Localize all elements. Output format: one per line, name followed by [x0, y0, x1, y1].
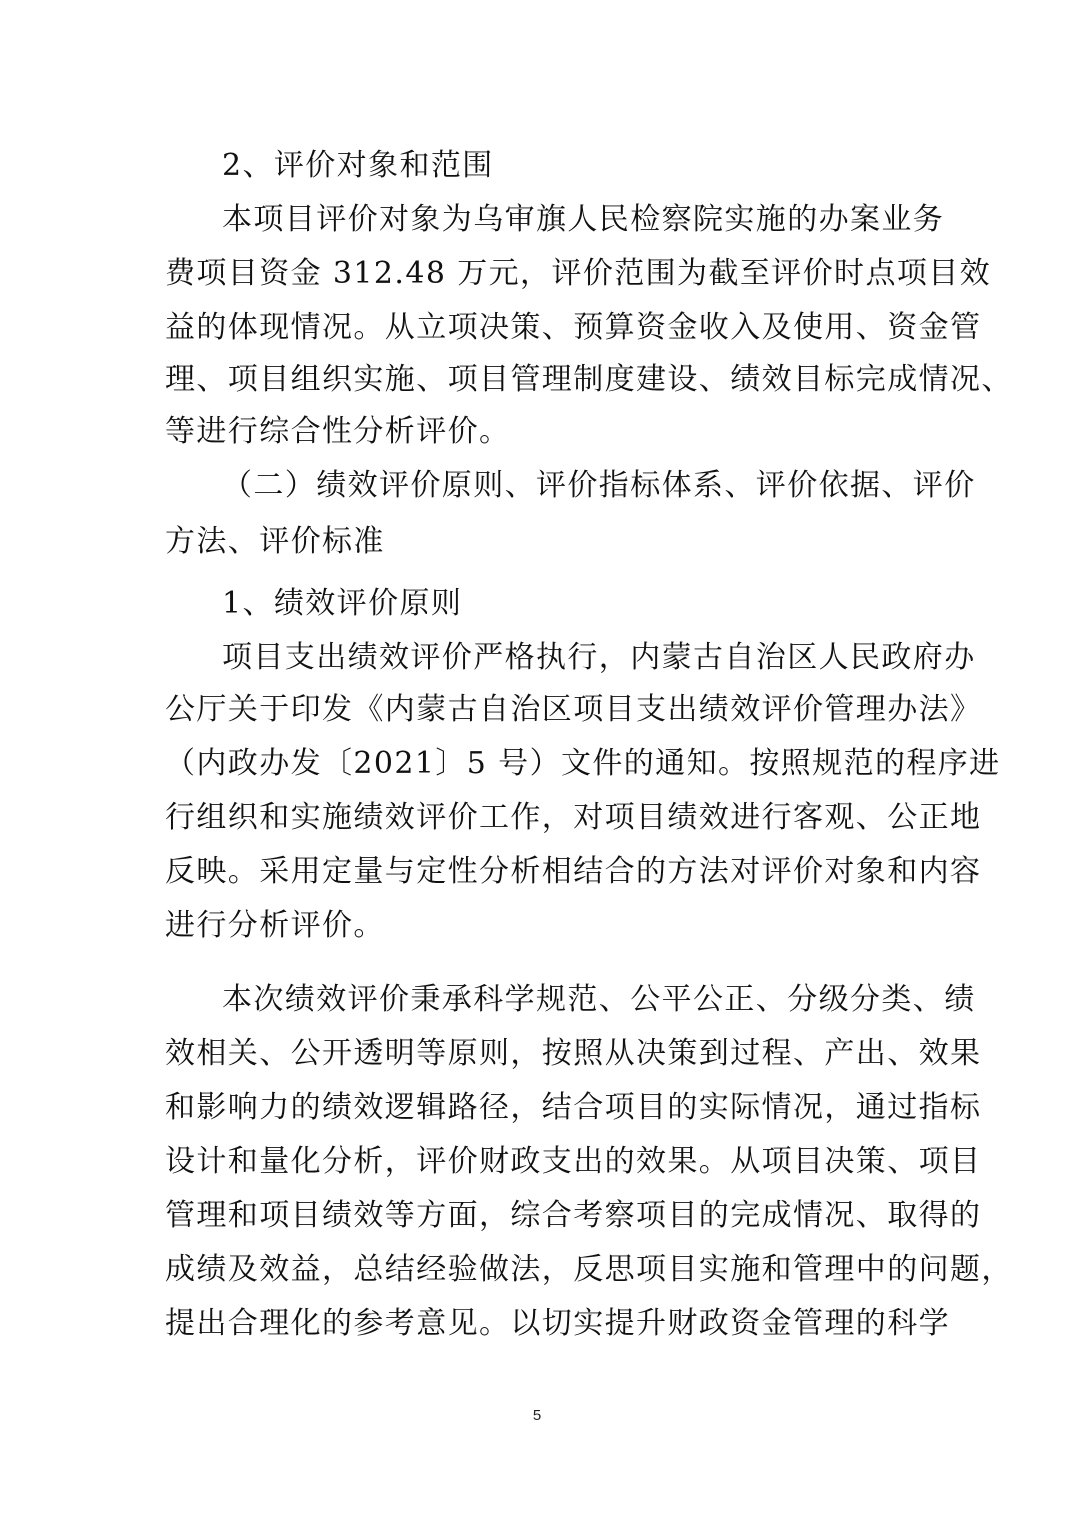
paragraph-line: 成绩及效益，总结经验做法，反思项目实施和管理中的问题， [165, 1252, 1013, 1287]
paragraph-line: 进行分析评价。 [165, 908, 385, 943]
paragraph-line: 管理和项目绩效等方面，综合考察项目的完成情况、取得的 [165, 1198, 982, 1233]
paragraph-line: 本次绩效评价秉承科学规范、公平公正、分级分类、绩 [222, 982, 976, 1017]
section-heading-evaluation-scope: 2、评价对象和范围 [222, 148, 494, 183]
paragraph-line: 反映。采用定量与定性分析相结合的方法对评价对象和内容 [165, 854, 982, 889]
paragraph-line: 项目支出绩效评价严格执行，内蒙古自治区人民政府办 [222, 640, 976, 675]
section-heading-evaluation-principle: 1、绩效评价原则 [222, 586, 463, 621]
paragraph-line: 和影响力的绩效逻辑路径，结合项目的实际情况，通过指标 [165, 1090, 982, 1125]
paragraph-line: 提出合理化的参考意见。以切实提升财政资金管理的科学 [165, 1306, 950, 1341]
paragraph-line: 公厅关于印发《内蒙古自治区项目支出绩效评价管理办法》 [165, 692, 982, 727]
paragraph-line: 本项目评价对象为乌审旗人民检察院实施的办案业务 [222, 202, 945, 237]
paragraph-line: 效相关、公开透明等原则，按照从决策到过程、产出、效果 [165, 1036, 982, 1071]
section-heading-principles-cont: 方法、评价标准 [165, 524, 385, 559]
paragraph-line: 等进行综合性分析评价。 [165, 414, 511, 449]
paragraph-line: 费项目资金 312.48 万元，评价范围为截至评价时点项目效 [165, 256, 992, 291]
paragraph-line: （内政办发〔2021〕5 号）文件的通知。按照规范的程序进 [165, 746, 1001, 781]
page-number: 5 [532, 1407, 542, 1424]
paragraph-line: 设计和量化分析，评价财政支出的效果。从项目决策、项目 [165, 1144, 982, 1179]
paragraph-line: 行组织和实施绩效评价工作，对项目绩效进行客观、公正地 [165, 800, 982, 835]
section-heading-principles: （二）绩效评价原则、评价指标体系、评价依据、评价 [222, 468, 976, 503]
paragraph-line: 理、项目组织实施、项目管理制度建设、绩效目标完成情况、 [165, 362, 1013, 397]
paragraph-line: 益的体现情况。从立项决策、预算资金收入及使用、资金管 [165, 310, 982, 345]
